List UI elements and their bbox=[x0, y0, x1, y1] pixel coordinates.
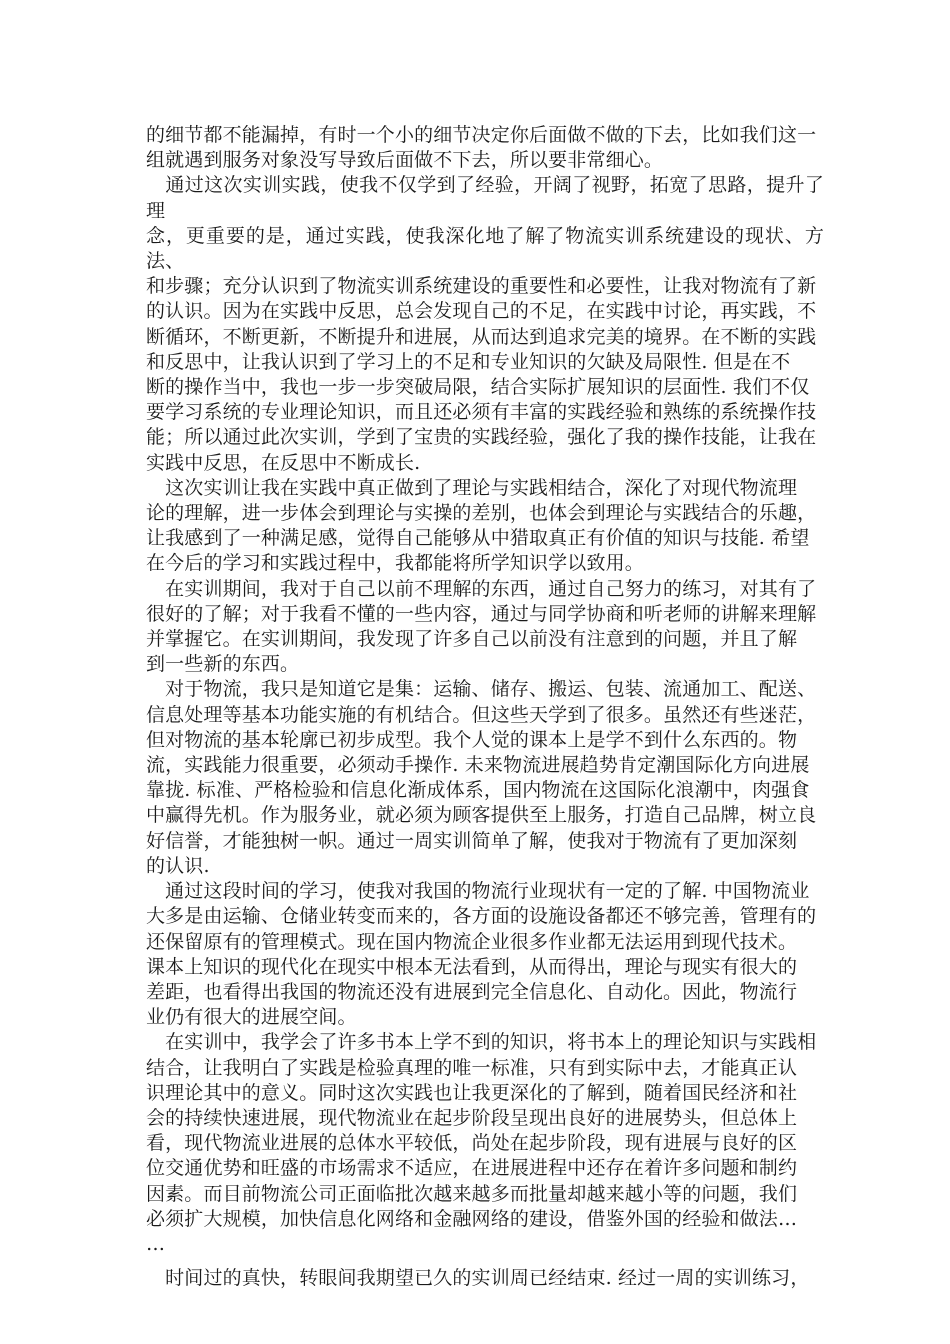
paragraph-8: 时间过的真快，转眼间我期望已久的实训周已经结束. 经过一周的实训练习， bbox=[146, 1267, 810, 1290]
paragraph-3: 这次实训让我在实践中真正做到了理论与实践相结合，深化了对现代物流理 论的理解，进一步体会到理论与实操的差别，也体会到理论与实践结合的乐趣， 让我感到了一种满足感，觉得自己能够从中猎取真正有价值的知识与技能. 希望 在今后的学习和实践过程中，我都能将所学知识学以致用。 bbox=[146, 476, 817, 575]
paragraph-6: 通过这段时间的学习，使我对我国的物流行业现状有一定的了解. 中国物流业 大多是由运输、仓储业转变而来的，各方面的设施设备都还不够完善，管理有的 还保留原有的管理模式。现在国内物流企业很多作业都无法运用到现代技术。 课本上知识的现代化在现实中根本无法看到，从而得出，理论与现实有很大的 差距，也看得出我国的物流还没有进展到完全信息化、自动化。因此，物流行 业仍有很大的进展空间。 bbox=[146, 880, 817, 1029]
paragraph-5: 对于物流，我只是知道它是集：运输、储存、搬运、包装、流通加工、配送、 信息处理等基本功能实施的有机结合。但这些天学到了很多。虽然还有些迷茫， 但对物流的基本轮廓已初步成型。我个人觉的课本上是学不到什么东西的。物 流，实践能力很重要，必须动手操作. 未来物流进展趋势肯定潮国际化方向进展 靠拢. 标准、严格检验和信息化渐成体系，国内物流在这国际化浪潮中，肉强食 中赢得先机。作为服务业，就必须为顾客提供至上服务，打造自己品牌，树立良 好信誉，才能独树一帜。通过一周实训简单了解，使我对于物流有了更加深刻 的认识. bbox=[146, 678, 817, 877]
paragraph-2: 通过这次实训实践，使我不仅学到了经验，开阔了视野，拓宽了思路，提升了理 念，更重要的是，通过实践，使我深化地了解了物流实训系统建设的现状、方法、 和步骤；充分认识到了物流实训系统建设的重要性和必要性，让我对物流有了新 的认识。因为在实践中反思，总会发现自己的不足，在实践中讨论，再实践，不 断循环，不断更新，不断提升和进展，从而达到追求完美的境界。在不断的实践 和反思中，让我认识到了学习上的不足和专业知识的欠缺及局限性. 但是在不 断的操作当中，我也一步一步突破局限，结合实际扩展知识的层面性. 我们不仅 要学习系统的专业理论知识，而且还必须有丰富的实践经验和熟练的系统操作技 能；所以通过此次实训，学到了宝贵的实践经验，强化了我的操作技能，让我在 实践中反思，在反思中不断成长. bbox=[146, 174, 824, 474]
paragraph-1: 的细节都不能漏掉，有时一个小的细节决定你后面做不做的下去，比如我们这一 组就遇到服务对象没写导致后面做不下去，所以要非常细心。 bbox=[146, 124, 817, 172]
document-body bbox=[146, 123, 824, 1291]
paragraph-7: 在实训中，我学会了许多书本上学不到的知识，将书本上的理论知识与实践相 结合，让我明白了实践是检验真理的唯一标准，只有到实际中去，才能真正认 识理论其中的意义。同时这次实践也让我更深化的了解到，随着国民经济和社 会的持续快速进展，现代物流业在起步阶段呈现出良好的进展势头，但总体上 看，现代物流业进展的总体水平较低，尚处在起步阶段，现有进展与良好的区 位交通优势和旺盛的市场需求不适应，在进展进程中还存在着许多问题和制约 因素。而目前物流公司正面临批次越来越多而批量却越来越小等的问题，我们 必须扩大规模，加快信息化网络和金融网络的建设，借鉴外国的经验和做法… … bbox=[146, 1031, 817, 1255]
paragraph-4: 在实训期间，我对于自己以前不理解的东西，通过自己努力的练习，对其有了 很好的了解；对于我看不懂的一些内容，通过与同学协商和听老师的讲解来理解 并掌握它。在实训期间，我发现了许多自己以前没有注意到的问题，并且了解 到一些新的东西。 bbox=[146, 577, 817, 676]
